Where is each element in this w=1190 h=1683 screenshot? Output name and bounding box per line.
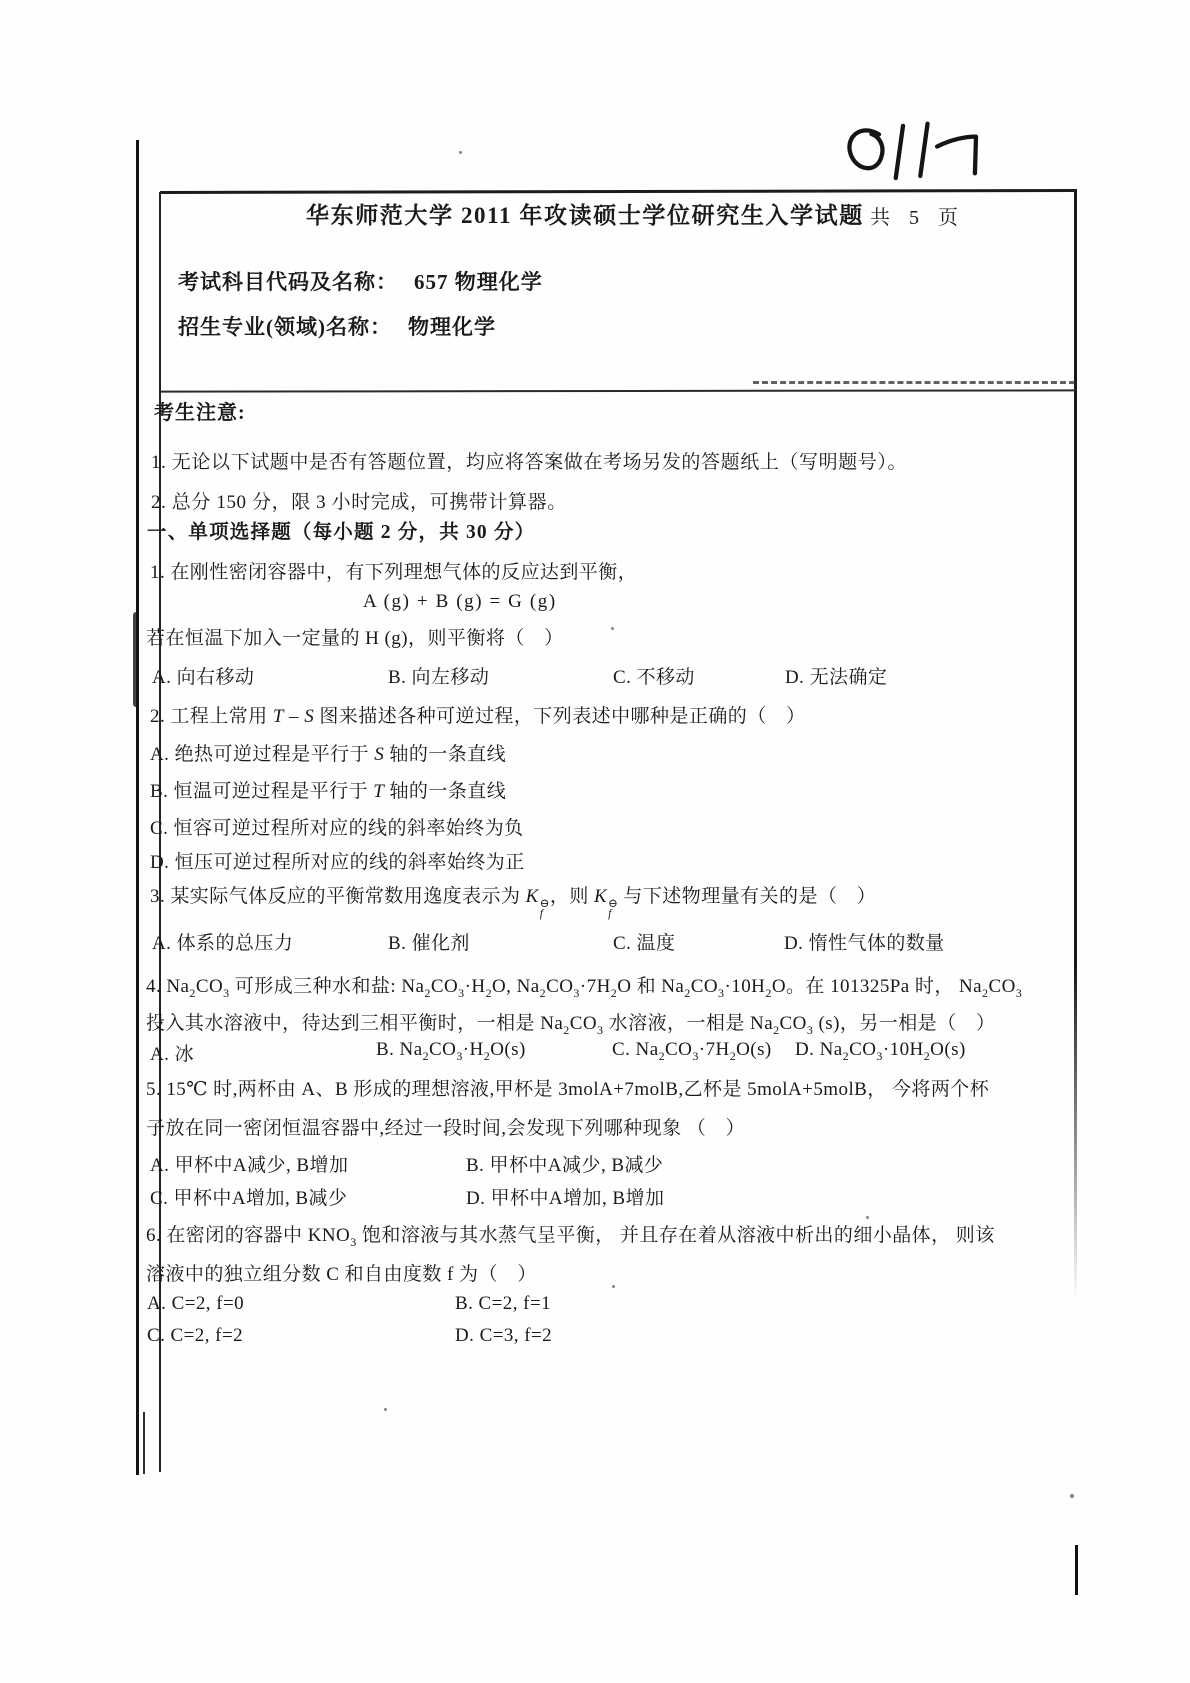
handwritten-stroke (916, 124, 932, 176)
question-5-option-C: C. 甲杯中A增加, B减少 (150, 1188, 348, 1209)
question-4-option-A: A. 冰 (150, 1044, 195, 1065)
scan-speck (384, 1408, 387, 1411)
question-4-option-C: C. $Na_2CO_3\cdot 7H_2O(s)$ (612, 1039, 772, 1063)
question-3-option-B: B. 催化剂 (388, 933, 470, 954)
scan-edge-line (136, 140, 139, 1475)
question-4-option-B: B. $Na_2CO_3\cdot H_2O(s)$ (376, 1039, 526, 1063)
notice-heading: 考生注意: (154, 402, 246, 424)
question-4-stem: 4. $Na_2CO_3$ 可形成三种水和盐: $Na_2CO_3\cdot H_2O$, $Na_2CO_3\cdot 7H_2O$ 和 $Na_2CO_3\cdot 10H_2O$。在 101325Pa 时， $Na_2CO_3$ (146, 976, 1023, 1000)
scan-speck (866, 1216, 869, 1219)
handwritten-stroke (848, 129, 884, 170)
question-2-option-A: A. 绝热可逆过程是平行于 S 轴的一条直线 (150, 744, 507, 765)
exam-subject-value: 657 物理化学 (414, 270, 543, 294)
major-value: 物理化学 (408, 315, 496, 339)
question-4-stem: 投入其水溶液中，待达到三相平衡时，一相是 $Na_2CO_3$ 水溶液，一相是 $Na_2CO_3$ (s)，另一相是（ ） (146, 1013, 996, 1037)
handwritten-stroke (891, 126, 907, 178)
question-2-stem: 2. 工程上常用 T – S 图来描述各种可逆过程，下列表述中哪种是正确的（ ） (150, 706, 806, 727)
question-5-option-D: D. 甲杯中A增加, B增加 (466, 1188, 665, 1209)
question-1-stem: 若在恒温下加入一定量的 H (g)，则平衡将（ ） (146, 628, 564, 649)
question-6-stem: 6. 在密闭的容器中 $KNO_3$ 饱和溶液与其水蒸气呈平衡， 并且存在着从溶液中析出的细小晶体， 则该 (146, 1225, 995, 1249)
major-row (178, 311, 496, 341)
question-6-stem: 溶液中的独立组分数 C 和自由度数 f 为（ ） (146, 1264, 537, 1285)
major-label: 招生专业(领域)名称： (178, 315, 392, 339)
page-title: 华东师范大学 2011 年攻读硕士学位研究生入学试题 (306, 203, 864, 228)
question-2-option-D: D. 恒压可逆过程所对应的线的斜率始终为正 (150, 852, 525, 873)
question-2-option-B: B. 恒温可逆过程是平行于 T 轴的一条直线 (150, 781, 507, 802)
question-2-option-C: C. 恒容可逆过程所对应的线的斜率始终为负 (150, 818, 524, 839)
question-1-option-C: C. 不移动 (613, 667, 695, 688)
question-5-stem: 5. 15℃ 时,两杯由 A、B 形成的理想溶液,甲杯是 3molA+7molB,乙杯是 5molA+5molB， 今将两个杯 (146, 1079, 990, 1100)
question-5-stem: 子放在同一密闭恒温容器中,经过一段时间,会发现下列哪种现象 （ ） (146, 1118, 746, 1139)
question-6-option-A: A. C=2, f=0 (147, 1293, 245, 1314)
question-4-option-D: D. $Na_2CO_3\cdot 10H_2O(s)$ (795, 1039, 966, 1063)
scan-speck (459, 151, 462, 154)
question-3-option-C: C. 温度 (613, 933, 676, 954)
handwritten-stroke (936, 136, 979, 176)
scan-edge-ink-blob (133, 612, 139, 707)
exam-subject-label: 考试科目代码及名称： (178, 270, 398, 294)
question-3-option-A: A. 体系的总压力 (152, 933, 294, 954)
question-3-option-D: D. 惰性气体的数量 (784, 933, 945, 954)
question-6-option-B: B. C=2, f=1 (455, 1293, 552, 1314)
question-3-stem: 3. 某实际气体反应的平衡常数用逸度表示为 K ⊖ f ，则 K ⊖ f 与下述物理量有关的是（ ） (150, 886, 877, 920)
scan-edge-line-double (143, 1412, 145, 1474)
header-divider-dashes (753, 381, 1075, 384)
question-1-option-B: B. 向左移动 (388, 667, 490, 688)
question-1-option-A: A. 向右移动 (152, 667, 255, 688)
question-1-option-D: D. 无法确定 (785, 667, 888, 688)
notice-item-1: 1. 无论以下试题中是否有答题位置，均应将答案做在考场另发的答题纸上（写明题号）。 (151, 452, 908, 473)
header-divider-line (160, 389, 1076, 392)
page-border-right (1074, 192, 1077, 1302)
question-5-option-B: B. 甲杯中A减少, B减少 (466, 1155, 664, 1176)
scan-speck (1070, 1494, 1074, 1498)
question-6-option-D: D. C=3, f=2 (455, 1325, 553, 1346)
question-5-option-A: A. 甲杯中A减少, B增加 (150, 1155, 349, 1176)
scan-speck (612, 1285, 615, 1288)
page-count: 共 5 页 (870, 207, 965, 229)
question-6-option-C: C. C=2, f=2 (147, 1325, 244, 1346)
section-heading: 一、单项选择题（每小题 2 分，共 30 分） (147, 522, 536, 543)
question-1-equation: A (g) + B (g) = G (g) (363, 591, 557, 612)
notice-item-2: 2. 总分 150 分，限 3 小时完成，可携带计算器。 (151, 492, 567, 513)
scan-speck (611, 627, 614, 630)
question-1-stem: 1. 在刚性密闭容器中，有下列理想气体的反应达到平衡， (150, 562, 638, 583)
scan-artifact-tick (1075, 1545, 1078, 1595)
handwritten-mark (835, 110, 991, 199)
exam-subject-row (178, 266, 543, 296)
